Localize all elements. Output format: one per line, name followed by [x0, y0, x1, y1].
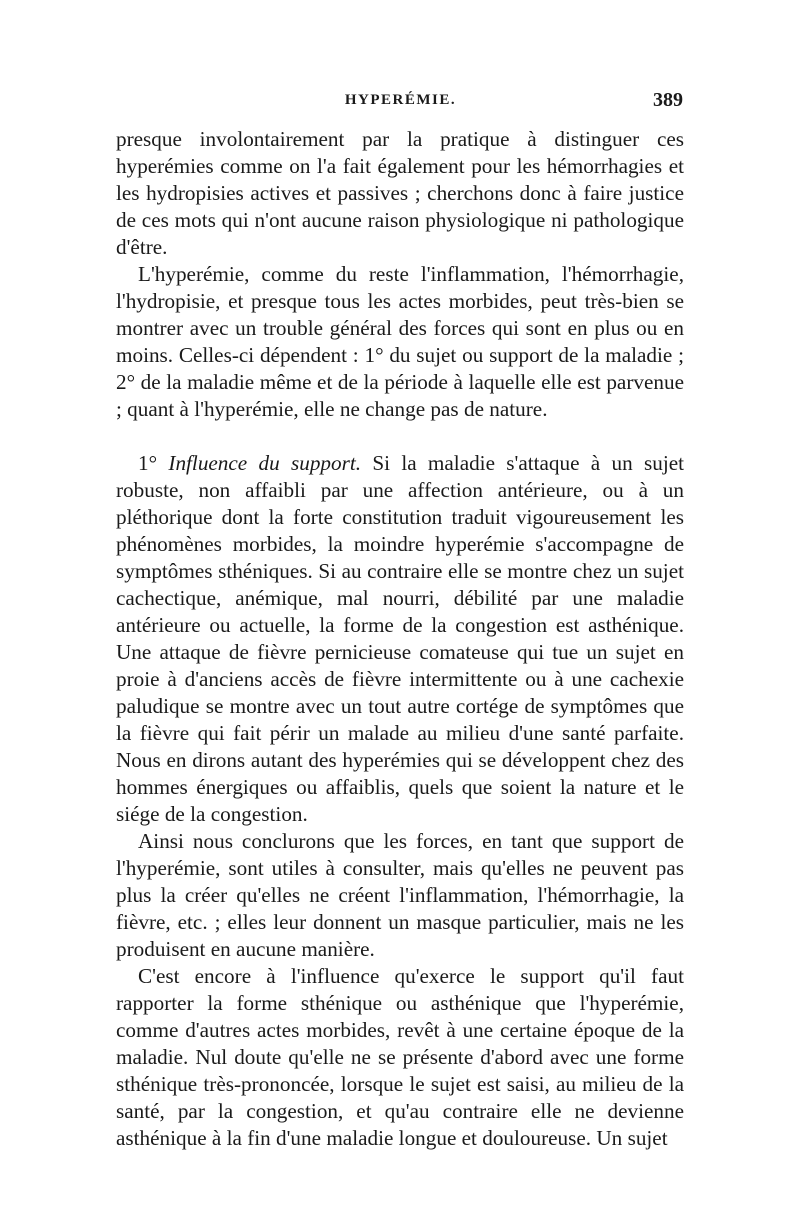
- paragraph-conclusion: Ainsi nous conclurons que les forces, en tant que support de l'hyperémie, sont utiles à consulter, mais qu'elles ne peuvent pas plus la créer qu'elles ne créent l'inflammation, l'hémorrhagie, la fièvre, etc. ; elles leur donnent un masque particulier, mais ne les produisent en aucune manière.: [116, 829, 684, 961]
- paragraph-forme-sthenique: C'est encore à l'influence qu'exerce le support qu'il faut rapporter la forme sthénique ou asthénique que l'hyperémie, comme d'autres actes morbides, revêt à une certaine époque de la maladie. Nul doute qu'elle ne se présente d'abord avec une forme sthénique très-prononcée, lorsque le sujet est saisi, au milieu de la santé, par la congestion, et qu'au contraire elle ne devienne asthénique à la fin d'une maladie longue et douloureuse. Un sujet: [116, 964, 684, 1150]
- running-title: HYPERÉMIE.: [344, 92, 457, 108]
- section-title: Influence du support.: [168, 451, 362, 475]
- page-number: 389: [653, 89, 683, 111]
- body-text: [116, 126, 684, 1152]
- section-text: Si la maladie s'attaque à un sujet robuste, non affaibli par une affection antérieure, ou à un pléthorique dont la forte constitution traduit vigoureusement les phénomènes morbides, la moindre hyperémie s'accompagne de symptômes sthéniques. Si au contraire elle se montre chez un sujet cachectique, anémique, mal nourri, débilité par une maladie antérieure ou actuelle, la forme de la congestion est asthénique. Une attaque de fièvre pernicieuse comateuse qui tue un sujet en proie à d'anciens accès de fièvre intermittente ou à une cachexie paludique se montre avec un tout autre cortége de symptômes que la fièvre qui fait périr un malade au milieu d'une santé parfaite. Nous en dirons autant des hyperémies qui se développent chez des hommes énergiques ou affaiblis, quels que soient la nature et le siége de la congestion.: [116, 451, 685, 826]
- paragraph-hyperemie-forces: L'hyperémie, comme du reste l'inflammation, l'hémorrhagie, l'hydropisie, et presque tous les actes morbides, peut très-bien se montrer avec un trouble général des forces qui sont en plus ou en moins. Celles-ci dépendent : 1° du sujet ou support de la maladie ; 2° de la maladie même et de la période à laquelle elle est parvenue ; quant à l'hyperémie, elle ne change pas de nature.: [116, 262, 684, 421]
- section-number: 1°: [138, 451, 158, 475]
- running-head: [118, 89, 683, 116]
- paragraph-continued: presque involontairement par la pratique à distinguer ces hyperémies comme on l'a fait également pour les hémorrhagies et les hydropisies actives et passives ; cherchons donc à faire justice de ces mots qui n'ont aucune raison physiologique ni pathologique d'être.: [116, 127, 684, 259]
- paragraph-influence-support: [116, 450, 684, 828]
